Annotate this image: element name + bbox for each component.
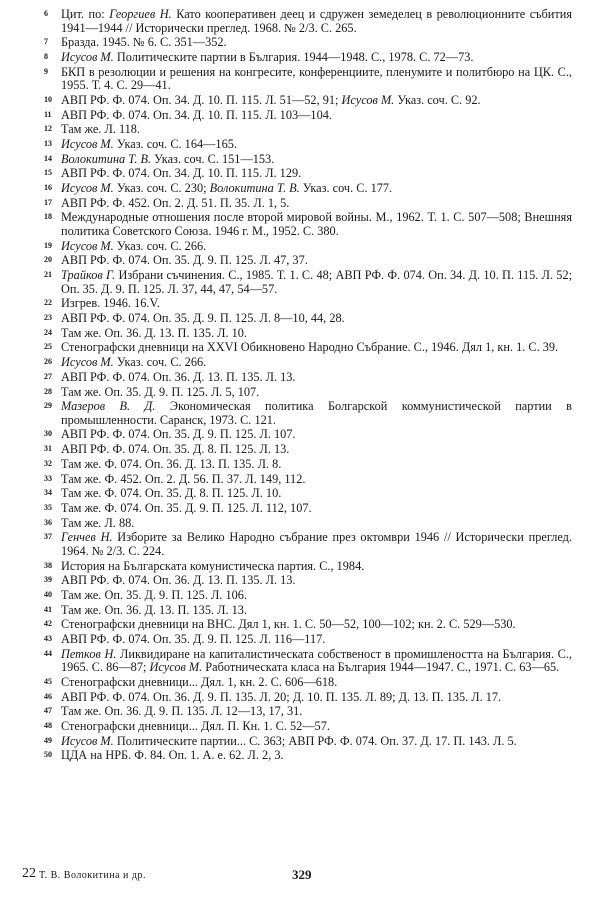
footnote-text: Указ. соч. С. 266. — [113, 355, 207, 370]
footnote-number: 35 — [44, 502, 52, 512]
footnote — [44, 705, 572, 719]
footnote-text: Там же. Ф. 074. Оп. 35. Д. 9. П. 125. Л. 112, 107. — [61, 500, 312, 515]
footnote-text: Там же. Оп. 35. Д. 9. П. 125. Л. 106. — [61, 587, 247, 602]
footnote-number: 33 — [44, 473, 52, 483]
signature-text: Т. В. Волокитина и др. — [39, 870, 146, 881]
footnote — [44, 574, 572, 588]
footnote — [44, 487, 572, 501]
footnote-text: АВП РФ. Ф. 074. Оп. 34. Д. 10. П. 115. Л. 51—52, 91; — [61, 92, 342, 107]
footnote — [44, 589, 572, 603]
footnote — [44, 8, 572, 35]
footnote-text: АВП РФ. Ф. 074. Оп. 36. Д. 13. П. 135. Л. 13. — [61, 369, 296, 384]
footnote — [44, 51, 572, 65]
footnote — [44, 371, 572, 385]
footnote-number: 11 — [44, 109, 52, 119]
footnote-text: Указ. соч. С. 177. — [299, 181, 393, 196]
footnote-text: Там же. Л. 88. — [61, 515, 135, 530]
footnote-number: 20 — [44, 255, 52, 265]
footnote-number: 21 — [44, 270, 52, 280]
footnote — [44, 182, 572, 196]
footnote — [44, 327, 572, 341]
footnote-text: АВП РФ. Ф. 074. Оп. 35. Д. 9. П. 125. Л. 47, 37. — [61, 253, 308, 268]
footnote — [44, 269, 572, 296]
footnote — [44, 109, 572, 123]
footnote-number: 26 — [44, 357, 52, 367]
footnote-text: Избрани съчинения. С., 1985. Т. 1. С. 48; АВП РФ. Ф. 074. Оп. 34. Д. 10. П. 115. Л. 52; Оп. 35. Д. 9. П. 125. Л. 37, 44, 47, 54—57. — [61, 268, 573, 296]
footnote-text: Като кооперативен деец и сдружен земеделец в революционните събития 1941—1944 // Исторически преглед. 1968. № 2/3. С. 265. — [61, 7, 572, 35]
footnote-text: Стенографски дневници... Дял. П. Кн. 1. С. 52—57. — [61, 719, 330, 734]
footnote-text: Указ. соч. С. 151—153. — [151, 151, 275, 166]
footnote-text: Там же. Ф. 074. Оп. 35. Д. 8. П. 125. Л. 10. — [61, 486, 282, 501]
footnote-author: Исусов М. — [61, 181, 114, 196]
footnote — [44, 297, 572, 311]
footnote-number: 38 — [44, 560, 52, 570]
footnote — [44, 240, 572, 254]
footnote-text: АВП РФ. Ф. 074. Оп. 35. Д. 9. П. 125. Л. 8—10, 44, 28. — [61, 311, 345, 326]
footnote-number: 18 — [44, 212, 52, 222]
footnote-text: Там же. Ф. 452. Оп. 2. Д. 56. П. 37. Л. 149, 112. — [61, 471, 306, 486]
footnote — [44, 676, 572, 690]
footnote-number: 14 — [44, 153, 52, 163]
footnote-number: 46 — [44, 691, 52, 701]
footnote-number: 49 — [44, 735, 52, 745]
footnote-text: Указ. соч. С. 92. — [394, 92, 481, 107]
footnote — [44, 138, 572, 152]
footnote-text: АВП РФ. Ф. 074. Оп. 34. Д. 10. П. 115. Л. 103—104. — [61, 107, 332, 122]
footnote-number: 50 — [44, 750, 52, 760]
footnote — [44, 720, 572, 734]
footnote-text: Указ. соч. С. 230; — [113, 181, 210, 196]
footnote-text: Изгрев. 1946. 16.V. — [61, 296, 160, 311]
footnote — [44, 167, 572, 181]
footnote-number: 13 — [44, 139, 52, 148]
footnote-number: 23 — [44, 313, 52, 323]
footnote-text: Там же. Оп. 36. Д. 13. П. 135. Л. 10. — [61, 325, 247, 340]
footnote-number: 40 — [44, 589, 52, 599]
footnote-number: 28 — [44, 386, 52, 396]
footnote-text: АВП РФ. Ф. 074. Оп. 35. Д. 9. П. 125. Л. 107. — [61, 427, 296, 442]
footnote-number: 30 — [44, 429, 52, 439]
footnote-text: АВП РФ. Ф. 452. Оп. 2. Д. 51. П. 35. Л. 1, 5. — [61, 195, 290, 210]
footnote — [44, 356, 572, 370]
footnote-author: Петков Н. — [61, 646, 117, 661]
footnote-text: Стенографски дневници на ВНС. Дял 1, кн. 1. С. 50—52, 100—102; кн. 2. С. 529—530. — [61, 617, 516, 632]
footnote-number: 10 — [44, 94, 52, 104]
footnote — [44, 400, 572, 427]
footnote — [44, 428, 572, 442]
footnote-author: Волокитина Т. В. — [209, 181, 300, 196]
footnote-author: Мазеров В. Д. — [61, 399, 156, 414]
footnote — [44, 691, 572, 705]
footnote-number: 22 — [44, 298, 52, 308]
page-number: 329 — [292, 867, 312, 882]
footnote-author: Исусов М. — [61, 49, 114, 64]
footnote-text: АВП РФ. Ф. 074. Оп. 35. Д. 8. П. 125. Л. 13. — [61, 442, 290, 457]
footnote-number: 27 — [44, 371, 52, 381]
footnote — [44, 648, 572, 675]
footnote-number: 15 — [44, 168, 52, 178]
footnote-author: Исусов М. — [61, 137, 114, 151]
footnote-text: Международные отношения после второй мировой войны. М., 1962. Т. 1. С. 507—508; Внешняя политика Советского Союза. 1946 г. М., 1952. С. 380. — [61, 210, 572, 239]
footnote-number: 17 — [44, 197, 52, 207]
footnote-text: Там же. Оп. 35. Д. 9. П. 125. Л. 5, 107. — [61, 384, 260, 399]
footnote-number: 47 — [44, 706, 52, 716]
footnote-number: 39 — [44, 575, 52, 585]
footnote-text: Политическите партии в България. 1944—1948. С., 1978. С. 72—73. — [113, 49, 474, 64]
footnote — [44, 458, 572, 472]
footnote-text: Там же. Оп. 36. Д. 9. П. 135. Л. 12—13, 17, 31. — [61, 704, 303, 719]
footnote-text: Там же. Ф. 074. Оп. 36. Д. 13. П. 135. Л. 8. — [61, 456, 282, 471]
footnote — [44, 197, 572, 211]
page-footer — [22, 866, 582, 886]
footnote-number: 45 — [44, 676, 52, 686]
footnote-number: 36 — [44, 517, 52, 527]
footnote-number: 31 — [44, 444, 52, 454]
footnote-text: АВП РФ. Ф. 074. Оп. 36. Д. 9. П. 135. Л. 20; Д. 10. П. 135. Л. 89; Д. 13. П. 135. Л. 17. — [61, 689, 502, 704]
footnote-text: Бразда. 1945. № 6. С. 351—352. — [61, 35, 227, 50]
footnote-number: 48 — [44, 721, 52, 731]
footnote — [44, 604, 572, 618]
footnote-number: 43 — [44, 634, 52, 643]
footnote-number: 44 — [44, 648, 52, 658]
footnote-number: 9 — [44, 66, 48, 76]
footnote — [44, 254, 572, 268]
footnote-number: 19 — [44, 240, 52, 250]
footnote — [44, 633, 572, 647]
footnote-text: Стенографски дневници... Дял. 1, кн. 2. С. 606—618. — [61, 674, 338, 689]
footnote — [44, 153, 572, 167]
footnote-author: Исусов М. — [61, 355, 114, 370]
footnote-text: Экономическая политика Болгарской коммунистической партии в промышленности. Саранск, 1973. С. 121. — [61, 399, 572, 427]
footnote — [44, 66, 572, 93]
footnote — [44, 36, 572, 50]
footnote — [44, 560, 572, 574]
footnote-number: 42 — [44, 619, 52, 629]
footnote-number: 24 — [44, 327, 52, 337]
footnote-author: Трайков Г. — [61, 268, 116, 283]
footnote-text: Цит. по: — [61, 7, 110, 21]
footnote-text: АВП РФ. Ф. 074. Оп. 36. Д. 13. П. 135. Л. 13. — [61, 573, 296, 588]
footnote — [44, 517, 572, 531]
footnote-author: Исусов М. — [341, 92, 395, 107]
footnote-text: АВП РФ. Ф. 074. Оп. 34. Д. 10. П. 115. Л. 129. — [61, 166, 302, 181]
footnote — [44, 341, 572, 355]
footnotes-list — [44, 8, 572, 764]
footnote-text: Стенографски дневници на XXVI Обикновено Народно Събрание. С., 1946. Дял 1, кн. 1. С. 39. — [61, 340, 559, 355]
footnote — [44, 94, 572, 108]
footnote-text: История на Българската комунистическа партия. С., 1984. — [61, 558, 365, 573]
footnote-number: 6 — [44, 9, 48, 18]
footnote-number: 7 — [44, 37, 48, 47]
footnote-number: 37 — [44, 532, 52, 542]
footnote — [44, 618, 572, 632]
footnote — [44, 749, 572, 763]
footnote-text: Указ. соч. С. 266. — [113, 238, 207, 253]
footnote-text: Там же. Л. 118. — [61, 122, 141, 137]
footnote-text: Изборите за Велико Народно събрание през октомври 1946 // Исторически преглед. 1964. № 2/3. С. 224. — [61, 530, 572, 558]
footnote — [44, 211, 572, 238]
footnote-author: Георгиев Н. — [109, 7, 172, 21]
footnote-author: Генчев Н. — [61, 530, 113, 545]
footnote — [44, 531, 572, 558]
footnote-number: 41 — [44, 604, 52, 614]
footnote-number: 34 — [44, 488, 52, 498]
footnote-number: 8 — [44, 51, 48, 61]
footnote-text: Ликвидиране на капиталистическата собственост в промишлеността на България. С., 1965. С. 86—87; — [61, 646, 572, 675]
footnote — [44, 473, 572, 487]
footnote-text: ЦДА на НРБ. Ф. 84. Оп. 1. А. е. 62. Л. 2, 3. — [61, 748, 284, 763]
footnote-text: БКП в резолюции и решения на конгресите, конференциите, пленумите и политбюро на ЦК. С., 1955. Т. 4. С. 29—41. — [61, 64, 572, 93]
signature-number: 22 — [22, 866, 36, 881]
footnote — [44, 735, 572, 749]
footnote-text: АВП РФ. Ф. 074. Оп. 35. Д. 9. П. 125. Л. 116—117. — [61, 632, 326, 646]
footnote-number: 16 — [44, 183, 52, 193]
footnote-text: Там же. Оп. 36. Д. 13. П. 135. Л. 13. — [61, 602, 247, 617]
footnote — [44, 386, 572, 400]
footnote — [44, 502, 572, 516]
footnote — [44, 312, 572, 326]
footnote-number: 29 — [44, 401, 52, 411]
footnote-number: 12 — [44, 124, 52, 134]
footnote-text: Работническата класа на България 1944—1947. С., 1971. С. 63—65. — [202, 660, 560, 675]
footnote-text: Политическите партии... С. 363; АВП РФ. Ф. 074. Оп. 37. Д. 17. П. 143. Л. 5. — [113, 733, 517, 748]
footnote — [44, 443, 572, 457]
footnote — [44, 123, 572, 137]
footnote-author: Исусов М. — [61, 733, 114, 748]
footnote-author: Исусов М. — [61, 238, 114, 253]
footnote-author: Исусов М. — [149, 660, 203, 675]
footnote-number: 32 — [44, 458, 52, 468]
footnote-author: Волокитина Т. В. — [61, 151, 152, 166]
footnote-text: Указ. соч. С. 164—165. — [113, 137, 237, 151]
footnote-number: 25 — [44, 342, 52, 352]
